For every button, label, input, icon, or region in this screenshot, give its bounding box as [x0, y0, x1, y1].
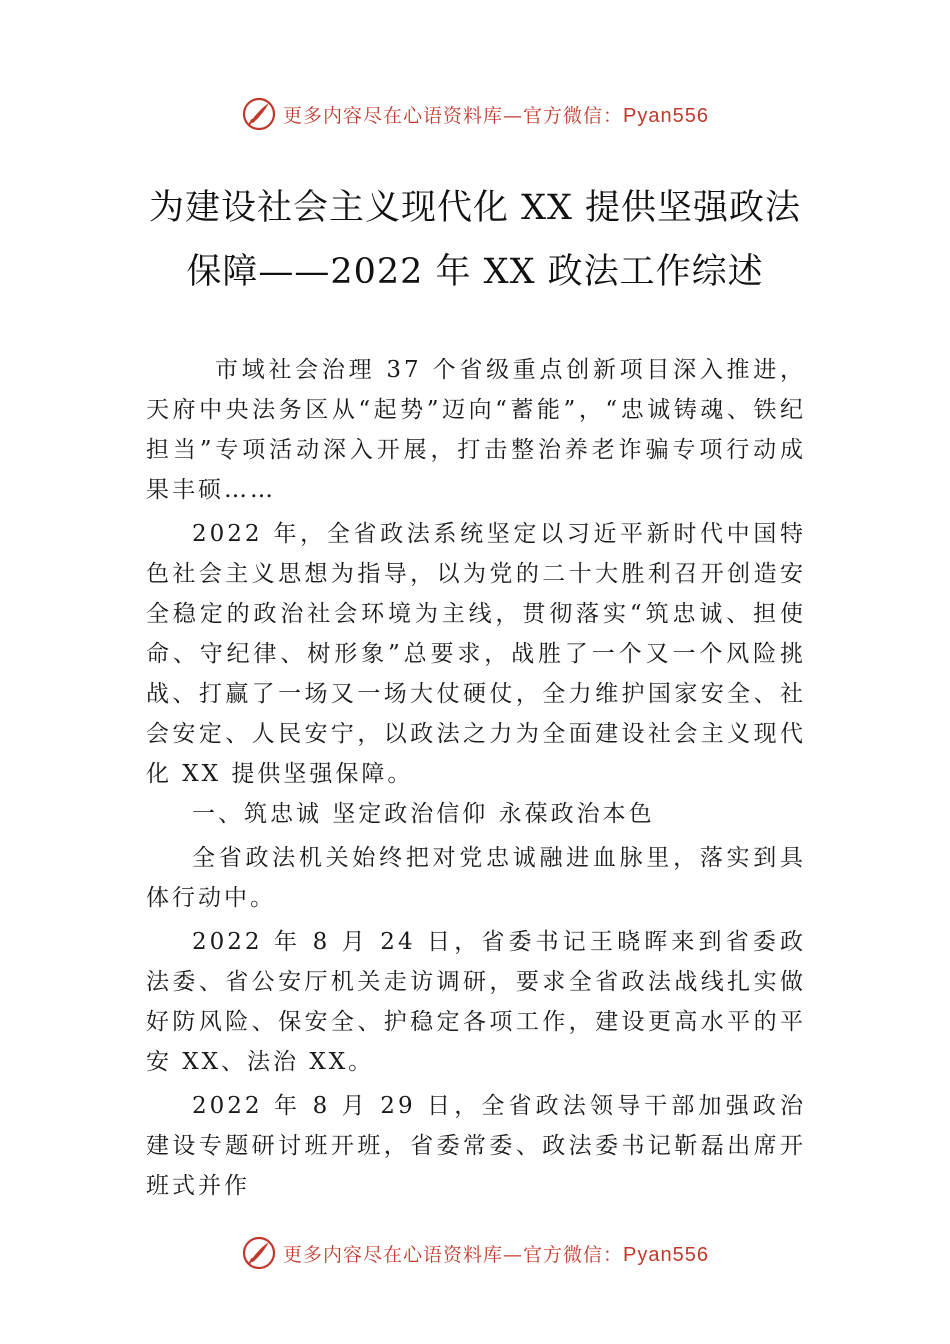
title-line-2: 保障——2022 年 XX 政法工作综述 — [186, 252, 764, 292]
document-title — [0, 176, 950, 304]
quill-seal-icon — [241, 1235, 277, 1271]
paragraph-aug24: 2022 年 8 月 24 日，省委书记王晓晖来到省委政法委、省公安厅机关走访调研，要求全省政法战线扎实做好防风险、保安全、护稳定各项工作，建设更高水平的平安 XX、法治 XX。 — [146, 929, 806, 1075]
watermark-text: 更多内容尽在心语资料库—官方微信：Pyan556 — [283, 1243, 709, 1266]
paragraph-overview: 2022 年，全省政法系统坚定以习近平新时代中国特色社会主义思想为指导，以为党的二十大胜利召开创造安全稳定的政治社会环境为主线，贯彻落实“筑忠诚、担使命、守纪律、树形象”总要求，战胜了一个又一个风险挑战、打赢了一场又一场大仗硬仗，全力维护国家安全、社会安定、人民安宁，以政法之力为全面建设社会主义现代化 XX 提供坚强保障。 — [146, 521, 806, 787]
wechat-id: Pyan556 — [623, 104, 709, 127]
paragraph-intro: 市域社会治理 37 个省级重点创新项目深入推进，天府中央法务区从“起势”迈向“蓄能”，“忠诚铸魂、铁纪担当”专项活动深入开展，打击整治养老诈骗专项行动成果丰硕…… — [146, 357, 806, 503]
section-heading: 一、筑忠诚 坚定政治信仰 永葆政治本色 — [192, 801, 655, 827]
quill-seal-icon — [241, 96, 277, 132]
wechat-id: Pyan556 — [623, 1243, 709, 1266]
document-body — [146, 350, 806, 1206]
watermark-banner-top — [0, 92, 950, 136]
watermark-text: 更多内容尽在心语资料库—官方微信：Pyan556 — [283, 104, 709, 127]
paragraph-loyalty: 全省政法机关始终把对党忠诚融进血脉里，落实到具体行动中。 — [146, 845, 806, 911]
paragraph-aug29: 2022 年 8 月 29 日，全省政法领导干部加强政治建设专题研讨班开班，省委常委、政法委书记靳磊出席开班式并作 — [146, 1093, 806, 1199]
watermark-banner-bottom — [0, 1231, 950, 1275]
title-line-1: 为建设社会主义现代化 XX 提供坚强政法 — [148, 188, 802, 228]
